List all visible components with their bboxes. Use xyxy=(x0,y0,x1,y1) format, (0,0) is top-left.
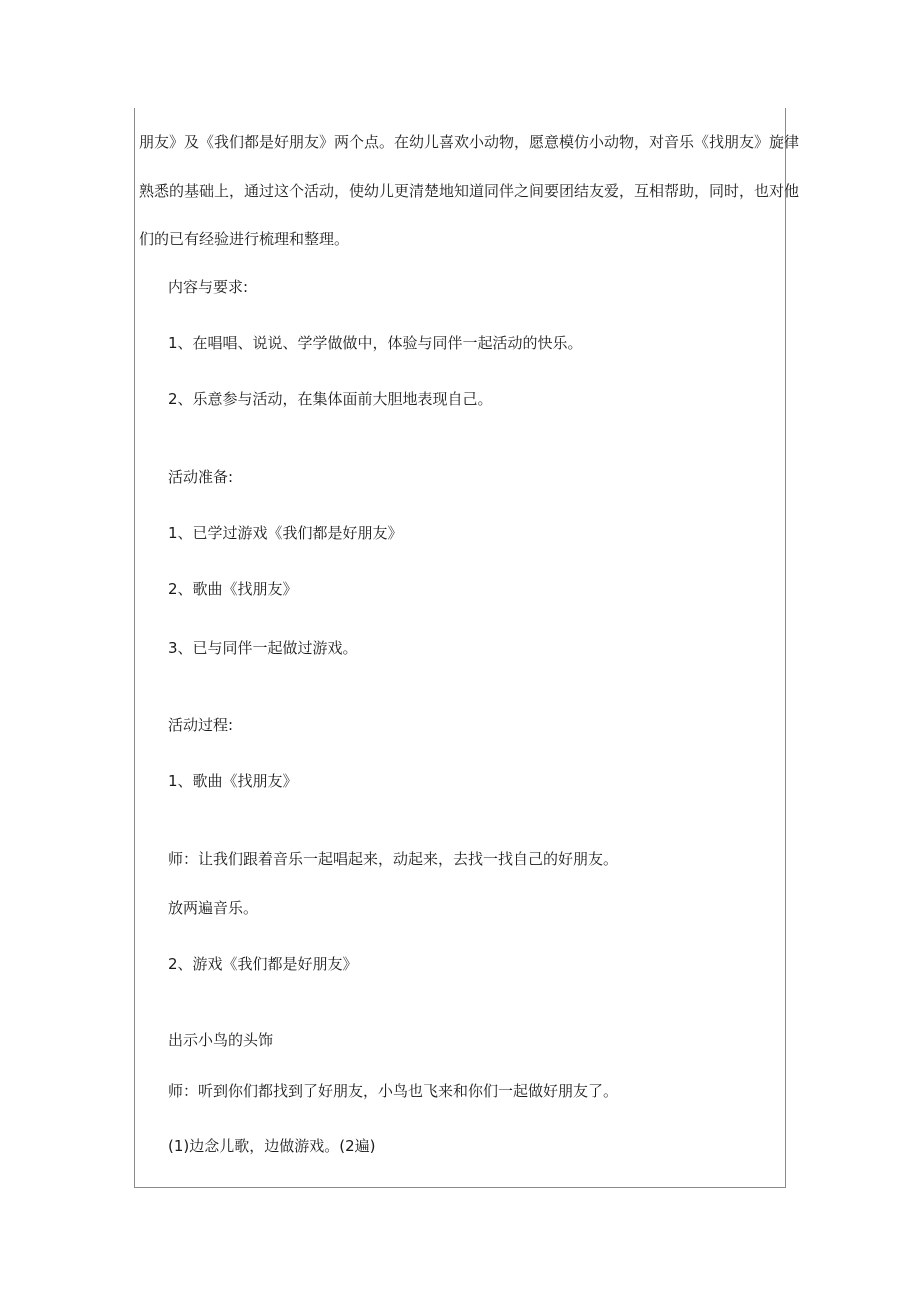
requirements-heading: 内容与要求: xyxy=(168,278,249,296)
intro-line-1: 朋友》及《我们都是好朋友》两个点。在幼儿喜欢小动物，愿意模仿小动物，对音乐《找朋友》旋律 xyxy=(139,133,800,151)
intro-line-3: 们的已有经验进行梳理和整理。 xyxy=(139,230,350,248)
intro-line-2: 熟悉的基础上，通过这个活动，使幼儿更清楚地知道同伴之间要团结友爱，互相帮助，同时，也对他 xyxy=(139,182,800,200)
preparation-heading: 活动准备: xyxy=(168,468,234,486)
requirement-item: 1、在唱唱、说说、学学做做中，体验与同伴一起活动的快乐。 xyxy=(168,334,583,352)
preparation-item: 2、歌曲《找朋友》 xyxy=(168,580,298,598)
process-heading: 活动过程: xyxy=(168,716,234,734)
preparation-item: 3、已与同伴一起做过游戏。 xyxy=(168,639,358,657)
document-page xyxy=(134,108,800,1188)
process-step-1: 1、歌曲《找朋友》 xyxy=(168,772,298,790)
music-instruction: 放两遍音乐。 xyxy=(168,899,259,917)
teacher-line-1: 师：让我们跟着音乐一起唱起来，动起来，去找一找自己的好朋友。 xyxy=(168,850,619,868)
requirement-item: 2、乐意参与活动，在集体面前大胆地表现自己。 xyxy=(168,390,493,408)
preparation-item: 1、已学过游戏《我们都是好朋友》 xyxy=(168,524,403,542)
headwear-instruction: 出示小鸟的头饰 xyxy=(168,1031,274,1049)
teacher-line-2: 师：听到你们都找到了好朋友，小鸟也飞来和你们一起做好朋友了。 xyxy=(168,1082,619,1100)
process-step-2: 2、游戏《我们都是好朋友》 xyxy=(168,955,358,973)
sub-step-1: (1)边念儿歌，边做游戏。(2遍) xyxy=(168,1137,376,1155)
